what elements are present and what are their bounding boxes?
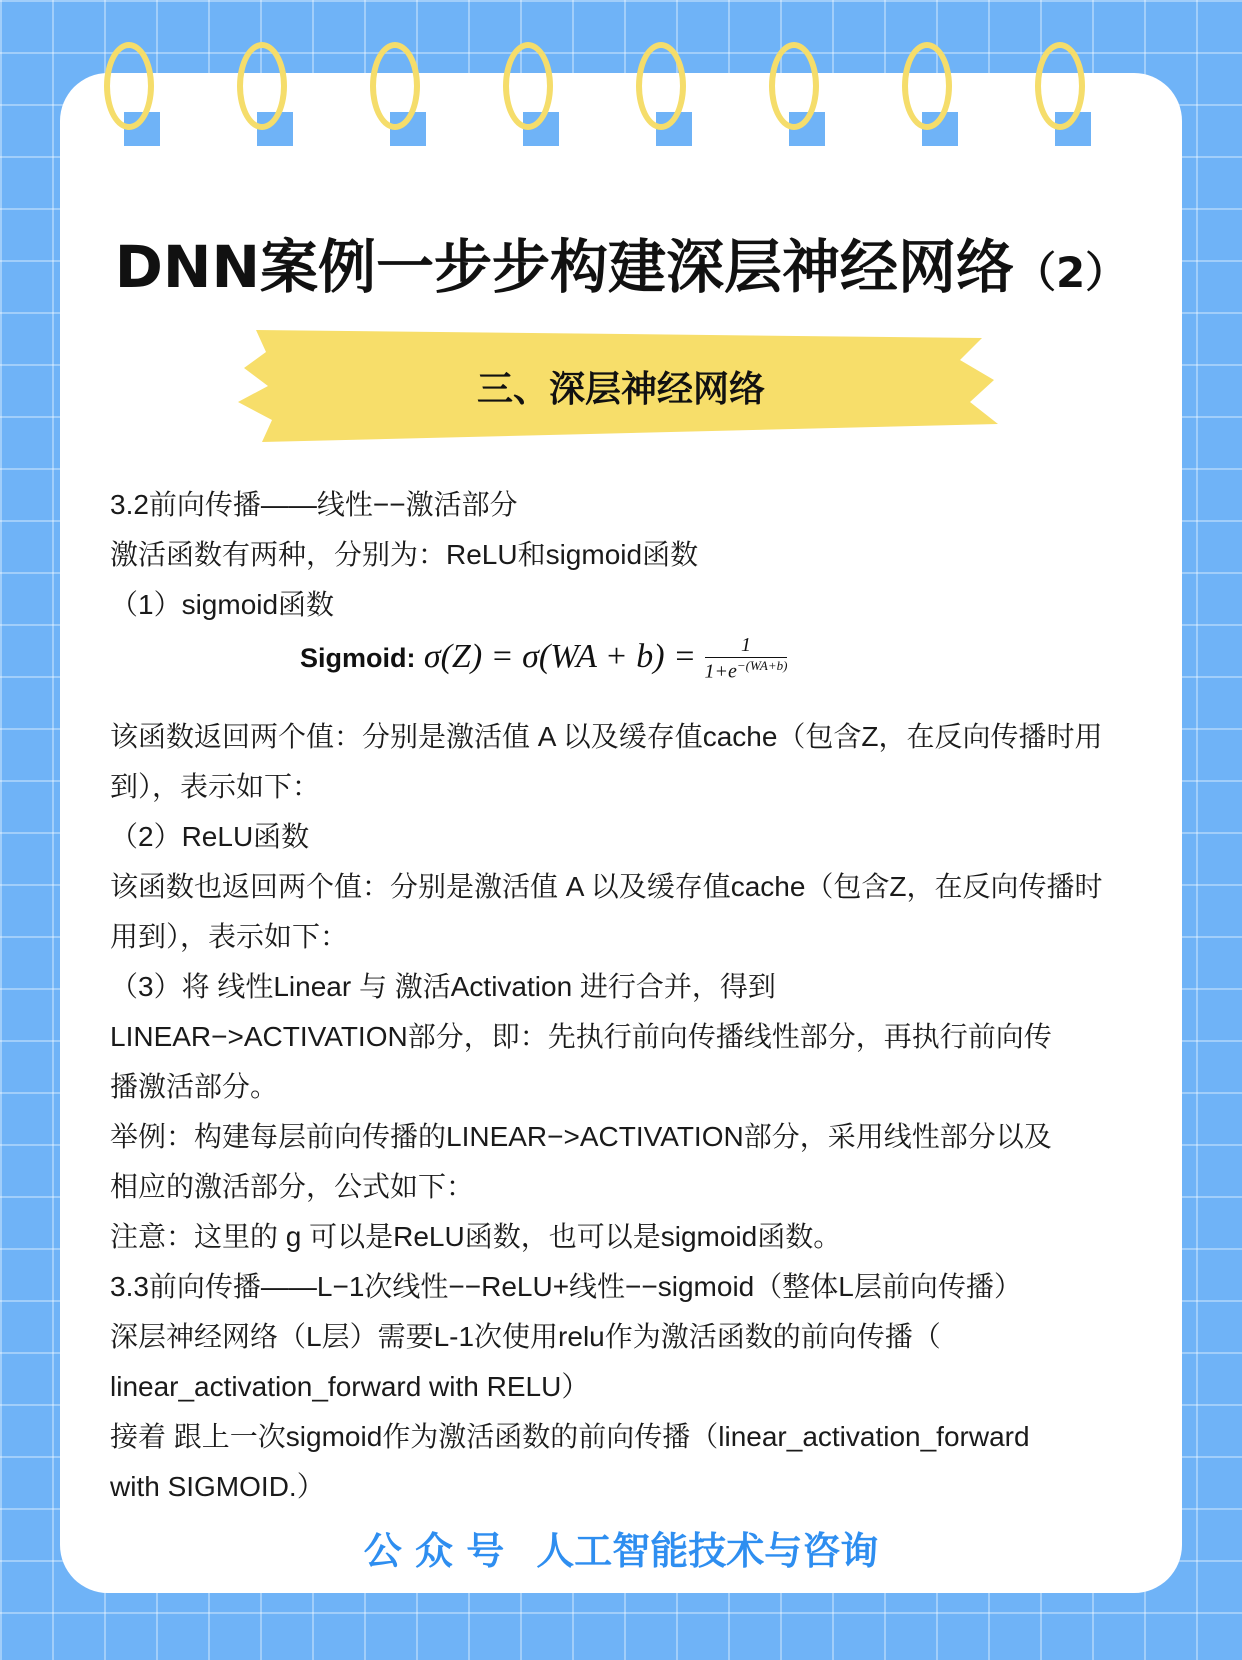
binder-ring bbox=[769, 42, 819, 130]
section-heading: 三、深层神经网络 bbox=[476, 368, 765, 410]
formula-numerator: 1 bbox=[705, 634, 788, 658]
footer bbox=[0, 1520, 1242, 1575]
page-title bbox=[0, 220, 1242, 304]
article-body bbox=[110, 480, 1140, 1512]
binder-ring bbox=[1035, 42, 1085, 130]
text-line: 播激活部分。 bbox=[110, 1071, 279, 1102]
text-line: 到），表示如下： bbox=[110, 771, 321, 802]
binder-ring bbox=[104, 42, 154, 130]
text-line: （2）ReLU函数 bbox=[110, 821, 310, 852]
text-line: 举例：构建每层前向传播的LINEAR−>ACTIVATION部分，采用线性部分以及 bbox=[110, 1121, 1052, 1152]
binder-ring bbox=[902, 42, 952, 130]
text-line: 该函数返回两个值：分别是激活值 A 以及缓存值cache（包含Z，在反向传播时用 bbox=[110, 721, 1103, 752]
formula-denominator bbox=[705, 658, 788, 684]
text-line: 该函数也返回两个值：分别是激活值 A 以及缓存值cache（包含Z，在反向传播时 bbox=[110, 871, 1103, 902]
sigmoid-formula bbox=[110, 630, 1140, 712]
text-line: 激活函数有两种，分别为：ReLU和sigmoid函数 bbox=[110, 539, 699, 570]
text-line: （1）sigmoid函数 bbox=[110, 589, 335, 620]
text-line: 相应的激活部分，公式如下： bbox=[110, 1171, 475, 1202]
text-line: 接着 跟上一次sigmoid作为激活函数的前向传播（linear_activation_forward bbox=[110, 1421, 1030, 1452]
section-banner bbox=[238, 328, 1004, 444]
formula-denominator-base: 1+e bbox=[704, 660, 737, 683]
page-title-text: DNN案例一步步构建深层神经网络 bbox=[114, 233, 1014, 301]
text-line: 3.3前向传播——L−1次线性−−ReLU+线性−−sigmoid（整体L层前向传播） bbox=[110, 1271, 1022, 1302]
text-line: 3.2前向传播——线性−−激活部分 bbox=[110, 489, 518, 520]
text-line: linear_activation_forward with RELU） bbox=[110, 1371, 590, 1402]
formula-label: Sigmoid: bbox=[300, 642, 416, 673]
binder-ring bbox=[636, 42, 686, 130]
footer-account-name: 人工智能技术与咨询 bbox=[536, 1529, 879, 1573]
text-line: 用到），表示如下： bbox=[110, 921, 349, 952]
binder-ring bbox=[370, 42, 420, 130]
formula-fraction bbox=[705, 634, 788, 684]
formula-expression: σ(Z) = σ(WA + b) = bbox=[423, 637, 705, 675]
binder-ring bbox=[503, 42, 553, 130]
page-title-suffix: （2） bbox=[1014, 248, 1128, 297]
text-line: 注意：这里的 g 可以是ReLU函数，也可以是sigmoid函数。 bbox=[110, 1221, 842, 1252]
binder-ring bbox=[237, 42, 287, 130]
formula-exponent: −(WA+b) bbox=[736, 658, 788, 673]
text-line: with SIGMOID.） bbox=[110, 1471, 325, 1502]
text-line: （3）将 线性Linear 与 激活Activation 进行合并，得到 bbox=[110, 971, 776, 1002]
text-line: LINEAR−>ACTIVATION部分，即：先执行前向传播线性部分，再执行前向传 bbox=[110, 1021, 1052, 1052]
footer-label: 公 众 号 bbox=[363, 1529, 505, 1573]
text-line: 深层神经网络（L层）需要L-1次使用relu作为激活函数的前向传播（ bbox=[110, 1321, 941, 1352]
